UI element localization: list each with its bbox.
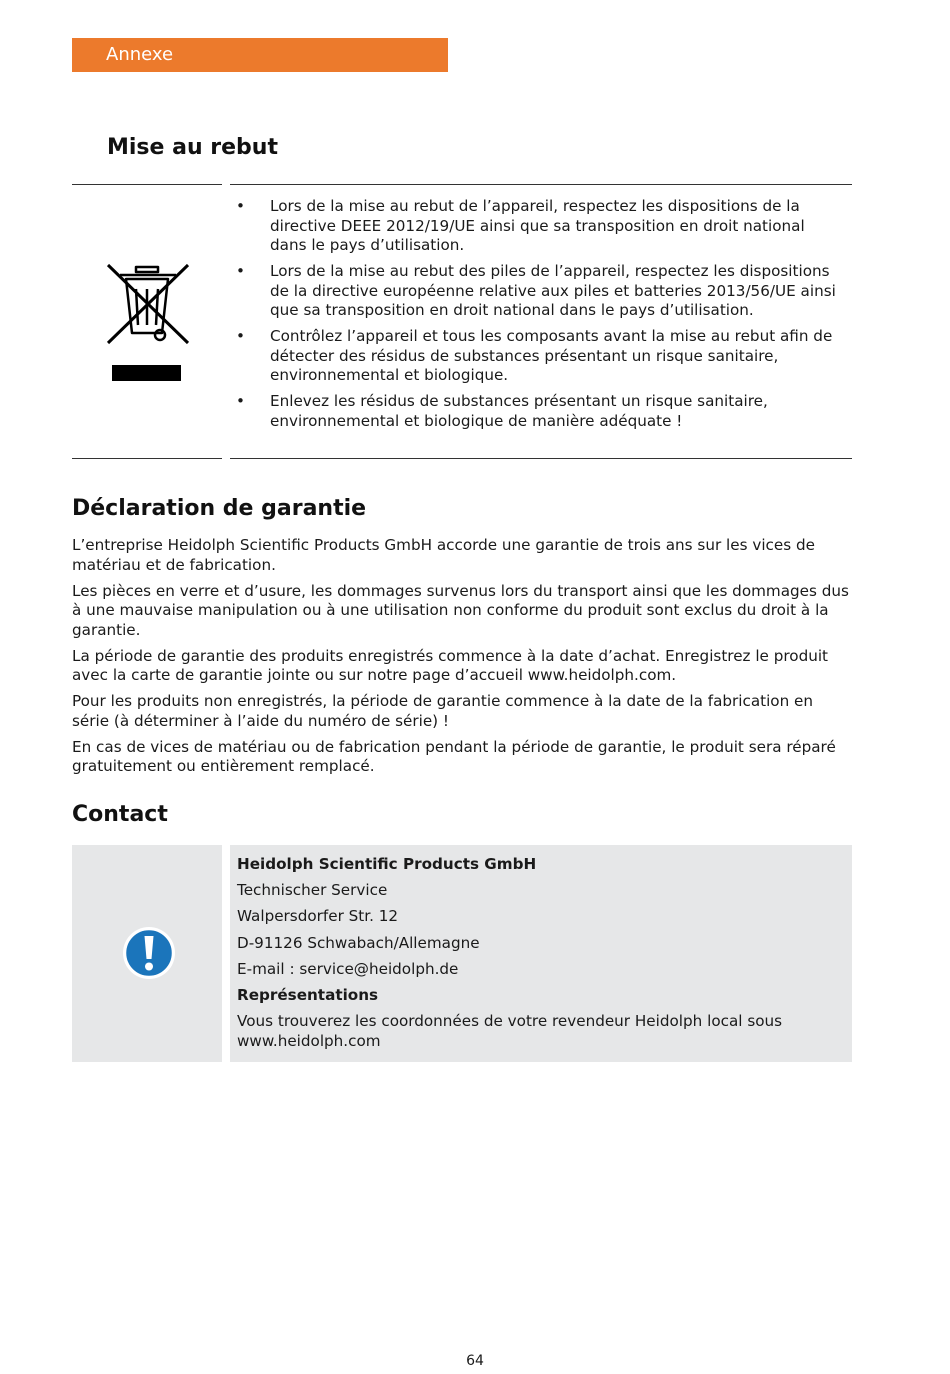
email-line: E-mail : service@heidolph.de [237, 959, 459, 978]
representations-heading: Représentations [237, 985, 379, 1004]
company-name: Heidolph Scientific Products GmbH [237, 855, 537, 873]
list-item: • Enlevez les résidus de substances présentant un risque sanitaire, environnemental et biologique de manière adéquate ! [236, 392, 768, 430]
warranty-paragraph: Pour les produits non enregistrés, la période de garantie commence à la date de la fabrication en série (à déterminer à l’aide du numéro de série) ! [72, 692, 814, 730]
page-number: 64 [466, 1353, 484, 1369]
disposal-title: Mise au rebut [107, 135, 278, 160]
disposal-text-cell [230, 184, 852, 459]
contact-text-cell [230, 845, 852, 1062]
list-item: • Lors de la mise au rebut de l’appareil, respectez les dispositions de la directive DEEE 2012/19/UE ainsi que sa transposition en droit national dans le pays d’utilisation. [236, 197, 805, 254]
warranty-paragraph: En cas de vices de matériau ou de fabrication pendant la période de garantie, le produit sera réparé gratuitement ou entièrement remplacé. [72, 737, 836, 775]
bullet-glyph: • [236, 197, 245, 215]
list-item: • Contrôlez l’appareil et tous les composants avant la mise au rebut afin de détecter des résidus de substances présentant un risque sanitaire, environnemental et biologique. [236, 327, 833, 384]
section-label: Annexe [106, 44, 174, 65]
contact-icon-cell [72, 845, 222, 1062]
bin-symbol-bar [112, 365, 181, 381]
contact-box [72, 845, 852, 1062]
info-exclamation-icon [122, 925, 176, 981]
warranty-title: Déclaration de garantie [72, 496, 367, 521]
warranty-paragraph: L’entreprise Heidolph Scientific Products GmbH accorde une garantie de trois ans sur les vices de matériau et de fabrication. [72, 536, 815, 574]
department: Technischer Service [237, 881, 388, 900]
bullet-glyph: • [236, 327, 245, 345]
warranty-paragraph: Les pièces en verre et d’usure, les dommages survenus lors du transport ainsi que les dommages dus à une mauvaise manipulation ou à une utilisation non conforme du produit sont exclus du droit à la garantie. [72, 581, 849, 639]
warranty-body [72, 536, 854, 783]
city-address: D-91126 Schwabach/Allemagne [237, 933, 480, 952]
warranty-paragraph: La période de garantie des produits enregistrés commence à la date d’achat. Enregistrez le produit avec la carte de garantie jointe ou sur notre page d’accueil www.heidolph.com. [72, 646, 829, 684]
bullet-glyph: • [236, 392, 245, 410]
representations-text: Vous trouverez les coordonnées de votre revendeur Heidolph local sous www.heidolph.com [237, 1012, 783, 1050]
disposal-bullet-list [230, 197, 840, 438]
disposal-icon-cell [72, 184, 222, 459]
contact-title: Contact [72, 802, 168, 827]
list-item: • Lors de la mise au rebut des piles de l’appareil, respectez les dispositions de la directive européenne relative aux piles et batteries 2013/56/UE ainsi que sa transposition en droit national dans le pays d’utilisation. [236, 262, 836, 319]
crossed-out-wheelie-bin-icon [106, 263, 190, 351]
disposal-table [72, 184, 852, 458]
street-address: Walpersdorfer Str. 12 [237, 907, 399, 926]
section-header-bar [72, 38, 448, 72]
bullet-glyph: • [236, 262, 245, 280]
